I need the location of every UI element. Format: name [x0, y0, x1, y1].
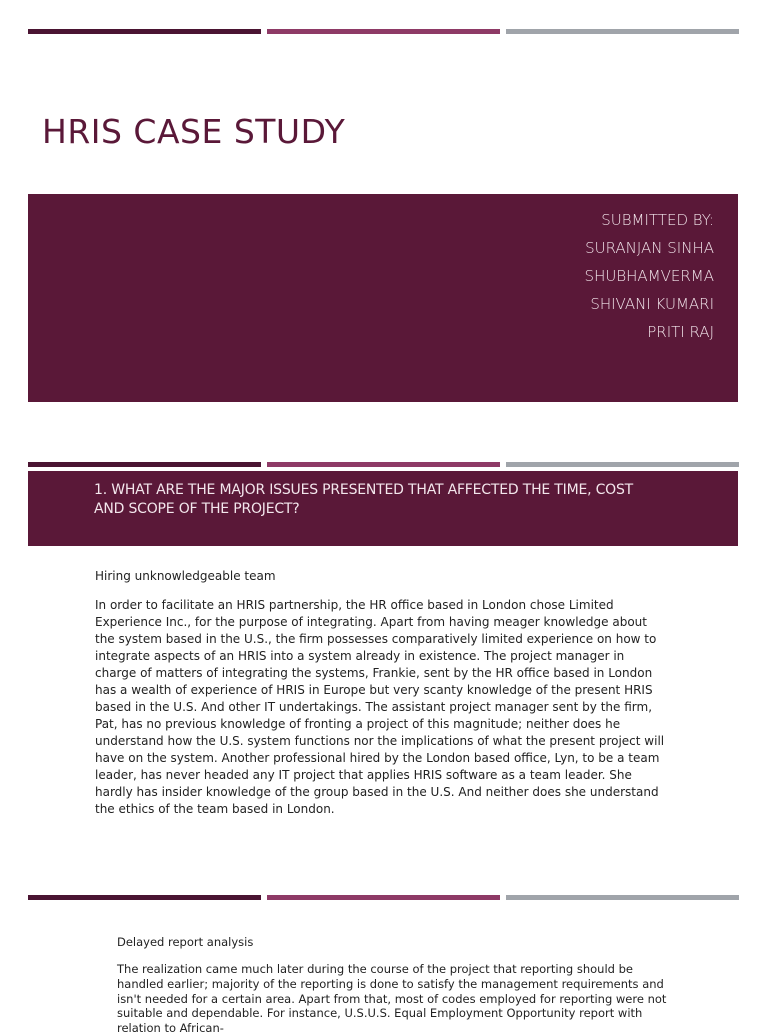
author-name: SHIVANI KUMARI	[590, 295, 714, 313]
section-heading: Delayed report analysis	[117, 935, 254, 949]
mid-stripe-gray	[506, 462, 739, 467]
slide-title: HRIS CASE STUDY	[42, 112, 346, 151]
author-name: SURANJAN SINHA	[585, 239, 714, 257]
question-banner	[28, 471, 738, 546]
mid-stripe-magenta	[267, 462, 500, 467]
section-heading: Hiring unknowledgeable team	[95, 569, 276, 583]
section-body: In order to facilitate an HRIS partnership, the HR office based in London chose Limited Experience Inc., for the purpose of integrating. Apart from having meager knowledge about the system based in the U.S., the firm possesses comparatively limited experience on how to integrate aspects of an HRIS into a system already in existence. The project manager in charge of matters of integrating the systems, Frankie, sent by the HR office based in London has a wealth of experience of HRIS in Europe but very scanty knowledge of the present HRIS based in the U.S. And other IT undertakings. The assistant project manager sent by the firm, Pat, has no previous knowledge of fronting a project of this magnitude; neither does he understand how the U.S. system functions nor the implications of what the present project will have on the system. Another professional hired by the London based office, Lyn, to be a team leader, has never headed any IT project that applies HRIS software as a team leader. She hardly has insider knowledge of the group based in the U.S. And neither does she understand the ethics of the team based in London.	[95, 598, 665, 816]
author-name: PRITI RAJ	[647, 323, 714, 341]
authors-panel	[28, 194, 738, 402]
section-hiring	[95, 569, 665, 818]
section-body: The realization came much later during the course of the project that reporting should be handled earlier; majority of the reporting is done to satisfy the management requirements and isn't needed for a certain area. Apart from that, most of codes employed for reporting were not suitable and dependable. For instance, U.S.U.S. Equal Employment Opportunity report with relation to African-	[117, 962, 667, 1036]
top-stripe-gray	[506, 29, 739, 34]
lower-stripe-dark	[28, 895, 261, 900]
section-delayed-report	[117, 935, 677, 1036]
mid-stripe-dark	[28, 462, 261, 467]
lower-stripe-gray	[506, 895, 739, 900]
submitted-by-label: SUBMITTED BY:	[601, 211, 714, 229]
question-text: 1. WHAT ARE THE MAJOR ISSUES PRESENTED THAT AFFECTED THE TIME, COST AND SCOPE OF THE PROJECT?	[94, 482, 634, 517]
top-stripe-dark	[28, 29, 261, 34]
author-name: SHUBHAMVERMA	[584, 267, 714, 285]
lower-stripe-magenta	[267, 895, 500, 900]
top-stripe-magenta	[267, 29, 500, 34]
